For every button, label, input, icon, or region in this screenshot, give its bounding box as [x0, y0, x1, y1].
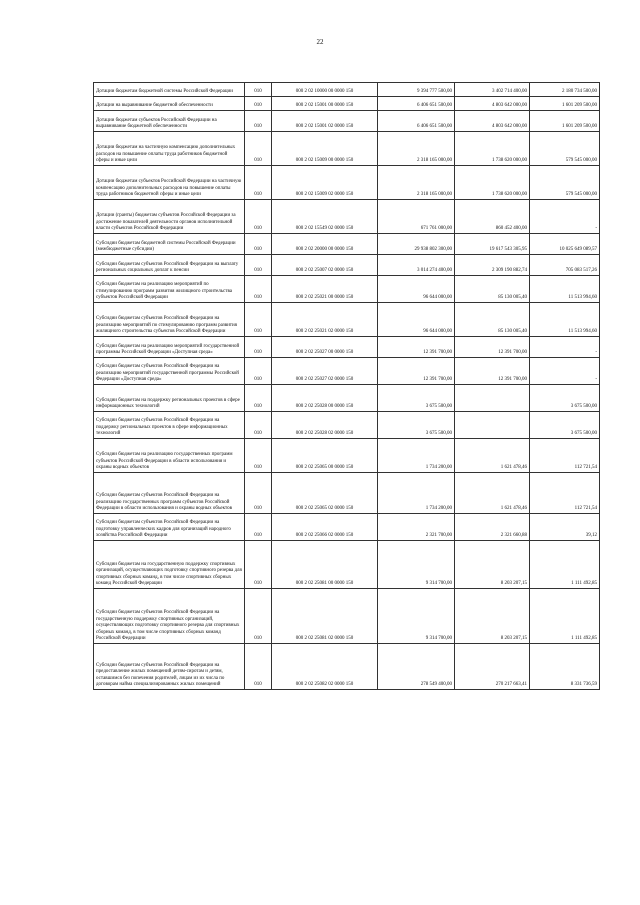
row-approved-amount-cell: 2 318 165 000,00: [378, 166, 455, 200]
row-remaining-amount-cell: 1 601 209 500,00: [530, 111, 600, 132]
row-remaining-amount-cell: 1 601 209 500,00: [530, 97, 600, 111]
row-executed-amount-cell: [455, 385, 530, 412]
row-admin-code-cell: 010: [245, 589, 272, 644]
row-budget-code-cell: 000 2 02 25021 02 0000 150: [272, 303, 378, 337]
row-admin-code-cell: 010: [245, 97, 272, 111]
row-approved-amount-cell: 1 734 200,00: [378, 439, 455, 473]
row-executed-amount-cell: 8 203 207,15: [455, 541, 530, 589]
row-approved-amount-cell: 9 314 700,00: [378, 589, 455, 644]
row-admin-code-cell: 010: [245, 644, 272, 690]
row-remaining-amount-cell: 579 545 000,00: [530, 166, 600, 200]
row-approved-amount-cell: 12 391 700,00: [378, 337, 455, 358]
row-budget-code-cell: 000 2 02 25021 00 0000 150: [272, 276, 378, 303]
row-approved-amount-cell: 9 314 700,00: [378, 541, 455, 589]
row-budget-code-cell: 000 2 02 15549 02 0000 150: [272, 200, 378, 234]
table-row: [94, 111, 600, 132]
row-budget-code-cell: 000 2 02 25082 02 0000 150: [272, 644, 378, 690]
row-name-cell: Субсидии бюджетам субъектов Российской Федерации на реализацию мероприятий государственной программы Российской Федерации «Доступная среда»: [94, 358, 245, 385]
row-approved-amount-cell: 96 644 000,00: [378, 276, 455, 303]
row-approved-amount-cell: 3 014 274 400,00: [378, 255, 455, 276]
row-approved-amount-cell: 1 734 200,00: [378, 473, 455, 514]
row-name-cell: Дотации (гранты) бюджетам субъектов Российской Федерации за достижение показателей деятельности органов исполнительной власти субъектов Российской Федерации: [94, 200, 245, 234]
row-executed-amount-cell: [455, 412, 530, 439]
row-admin-code-cell: 010: [245, 412, 272, 439]
budget-revenue-table: [93, 82, 600, 690]
row-name-cell: Субсидии бюджетам на реализацию мероприятий государственной программы Российской Федерации «Доступная среда»: [94, 337, 245, 358]
row-approved-amount-cell: 12 391 700,00: [378, 358, 455, 385]
row-executed-amount-cell: 4 803 642 000,00: [455, 97, 530, 111]
row-admin-code-cell: 010: [245, 358, 272, 385]
row-remaining-amount-cell: -: [530, 337, 600, 358]
row-approved-amount-cell: 29 938 802 300,00: [378, 234, 455, 255]
row-admin-code-cell: 010: [245, 439, 272, 473]
row-name-cell: Субсидии бюджетам субъектов Российской Федерации на выплату региональных социальных доплат к пенсии: [94, 255, 245, 276]
row-remaining-amount-cell: 11 513 994,60: [530, 276, 600, 303]
row-executed-amount-cell: 2 321 660,88: [455, 514, 530, 541]
row-budget-code-cell: 000 2 02 25066 02 0000 150: [272, 514, 378, 541]
table-row: [94, 234, 600, 255]
row-name-cell: Субсидии бюджетам на реализацию государственных программ субъектов Российской Федерации в области использования и охраны водных объектов: [94, 439, 245, 473]
row-name-cell: Дотации на выравнивание бюджетной обеспеченности: [94, 97, 245, 111]
row-budget-code-cell: 000 2 02 15001 00 0000 150: [272, 97, 378, 111]
row-name-cell: Субсидии бюджетам на поддержку региональных проектов в сфере информационных технологий: [94, 385, 245, 412]
row-budget-code-cell: 000 2 02 25028 00 0000 150: [272, 385, 378, 412]
row-approved-amount-cell: 6 406 651 500,00: [378, 97, 455, 111]
row-admin-code-cell: 010: [245, 514, 272, 541]
row-name-cell: Дотации бюджетам на частичную компенсацию дополнительных расходов на повышение оплаты труда работников бюджетной сферы и иные цели: [94, 132, 245, 166]
row-executed-amount-cell: 4 803 642 000,00: [455, 111, 530, 132]
row-admin-code-cell: 010: [245, 303, 272, 337]
table-row: [94, 473, 600, 514]
row-budget-code-cell: 000 2 02 25028 02 0000 150: [272, 412, 378, 439]
row-approved-amount-cell: 3 675 500,00: [378, 412, 455, 439]
row-approved-amount-cell: 96 644 000,00: [378, 303, 455, 337]
row-remaining-amount-cell: 8 331 736,59: [530, 644, 600, 690]
table-row: [94, 83, 600, 97]
table-row: [94, 97, 600, 111]
row-admin-code-cell: 010: [245, 200, 272, 234]
row-executed-amount-cell: 12 391 700,00: [455, 358, 530, 385]
row-remaining-amount-cell: 112 721,54: [530, 439, 600, 473]
table-row: [94, 200, 600, 234]
table-row: [94, 589, 600, 644]
row-executed-amount-cell: 1 738 620 000,00: [455, 132, 530, 166]
row-budget-code-cell: 000 2 02 25065 00 0000 150: [272, 439, 378, 473]
row-executed-amount-cell: 270 217 663,41: [455, 644, 530, 690]
table-row: [94, 385, 600, 412]
row-remaining-amount-cell: -: [530, 200, 600, 234]
row-executed-amount-cell: 85 130 005,40: [455, 303, 530, 337]
row-approved-amount-cell: 2 321 700,00: [378, 514, 455, 541]
row-name-cell: Субсидии бюджетам субъектов Российской Федерации на подготовку управленческих кадров для организаций народного хозяйства Российской Федерации: [94, 514, 245, 541]
row-admin-code-cell: 010: [245, 83, 272, 97]
row-admin-code-cell: 010: [245, 541, 272, 589]
row-remaining-amount-cell: -: [530, 358, 600, 385]
row-name-cell: Субсидии бюджетам субъектов Российской Федерации на поддержку региональных проектов в сфере информационных технологий: [94, 412, 245, 439]
row-approved-amount-cell: 278 549 400,00: [378, 644, 455, 690]
row-budget-code-cell: 000 2 02 25081 02 0000 150: [272, 589, 378, 644]
row-name-cell: Субсидии бюджетам субъектов Российской Федерации на государственную поддержку спортивных организаций, осуществляющих подготовку спортивного резерва для спортивных сборных команд, в том числе спортивных сборных команд Российской Федерации: [94, 589, 245, 644]
row-approved-amount-cell: 3 675 500,00: [378, 385, 455, 412]
table-row: [94, 644, 600, 690]
row-executed-amount-cell: 3 402 714 400,00: [455, 83, 530, 97]
table-row: [94, 276, 600, 303]
row-name-cell: Субсидии бюджетам на государственную поддержку спортивных организаций, осуществляющих подготовку спортивного резерва для спортивных сборных команд, в том числе спортивных сборных команд Российской Федерации: [94, 541, 245, 589]
row-remaining-amount-cell: 11 513 994,60: [530, 303, 600, 337]
row-admin-code-cell: 010: [245, 385, 272, 412]
row-name-cell: Субсидии бюджетам бюджетной системы Российской Федерации (межбюджетные субсидии): [94, 234, 245, 255]
row-admin-code-cell: 010: [245, 132, 272, 166]
row-approved-amount-cell: 9 394 777 500,00: [378, 83, 455, 97]
table-row: [94, 439, 600, 473]
row-executed-amount-cell: 1 621 478,46: [455, 473, 530, 514]
row-executed-amount-cell: 1 738 620 000,00: [455, 166, 530, 200]
row-remaining-amount-cell: 1 111 492,85: [530, 589, 600, 644]
row-budget-code-cell: 000 2 02 25065 02 0000 150: [272, 473, 378, 514]
row-executed-amount-cell: 85 130 005,40: [455, 276, 530, 303]
row-budget-code-cell: 000 2 02 15009 00 0000 150: [272, 132, 378, 166]
row-admin-code-cell: 010: [245, 166, 272, 200]
row-executed-amount-cell: 2 309 190 882,74: [455, 255, 530, 276]
row-remaining-amount-cell: 3 675 500,00: [530, 412, 600, 439]
row-approved-amount-cell: 2 318 165 000,00: [378, 132, 455, 166]
row-approved-amount-cell: 671 761 000,00: [378, 200, 455, 234]
row-budget-code-cell: 000 2 02 25027 00 0000 150: [272, 337, 378, 358]
table-row: [94, 166, 600, 200]
row-executed-amount-cell: 860 452 400,00: [455, 200, 530, 234]
row-admin-code-cell: 010: [245, 255, 272, 276]
row-executed-amount-cell: 8 203 207,15: [455, 589, 530, 644]
row-name-cell: Субсидии бюджетам субъектов Российской Федерации на реализацию мероприятий по стимулированию программ развития жилищного строительства субъектов Российской Федерации: [94, 303, 245, 337]
table-row: [94, 358, 600, 385]
table-row: [94, 337, 600, 358]
row-admin-code-cell: 010: [245, 111, 272, 132]
row-remaining-amount-cell: 39,12: [530, 514, 600, 541]
row-admin-code-cell: 010: [245, 473, 272, 514]
table-row: [94, 255, 600, 276]
table-row: [94, 303, 600, 337]
row-budget-code-cell: 000 2 02 20000 00 0000 150: [272, 234, 378, 255]
row-remaining-amount-cell: 2 180 734 500,00: [530, 83, 600, 97]
row-admin-code-cell: 010: [245, 337, 272, 358]
row-executed-amount-cell: 19 617 543 305,95: [455, 234, 530, 255]
row-budget-code-cell: 000 2 02 25027 02 0000 150: [272, 358, 378, 385]
row-remaining-amount-cell: 3 675 500,00: [530, 385, 600, 412]
table-row: [94, 541, 600, 589]
row-approved-amount-cell: 6 406 651 500,00: [378, 111, 455, 132]
row-admin-code-cell: 010: [245, 234, 272, 255]
row-name-cell: Дотации бюджетам субъектов Российской Федерации на выравнивание бюджетной обеспеченности: [94, 111, 245, 132]
row-remaining-amount-cell: 705 083 517,26: [530, 255, 600, 276]
row-name-cell: Субсидии бюджетам субъектов Российской Федерации на предоставление жилых помещений детям-сиротам и детям, оставшимся без попечения родителей, лицам из их числа по договорам найма специализированных жилых помещений: [94, 644, 245, 690]
row-name-cell: Субсидии бюджетам на реализацию мероприятий по стимулированию программ развития жилищного строительства субъектов Российской Федерации: [94, 276, 245, 303]
row-budget-code-cell: 000 2 02 15009 02 0000 150: [272, 166, 378, 200]
row-name-cell: Дотации бюджетам бюджетной системы Российской Федерации: [94, 83, 245, 97]
row-remaining-amount-cell: 1 111 492,85: [530, 541, 600, 589]
row-remaining-amount-cell: 579 545 000,00: [530, 132, 600, 166]
row-executed-amount-cell: 12 391 700,00: [455, 337, 530, 358]
table-body: [94, 83, 600, 690]
table-row: [94, 412, 600, 439]
page-number: 22: [316, 38, 324, 46]
row-budget-code-cell: 000 2 02 15001 02 0000 150: [272, 111, 378, 132]
row-admin-code-cell: 010: [245, 276, 272, 303]
row-budget-code-cell: 000 2 02 10000 00 0000 150: [272, 83, 378, 97]
table-row: [94, 132, 600, 166]
row-budget-code-cell: 000 2 02 25007 02 0000 150: [272, 255, 378, 276]
row-name-cell: Дотации бюджетам субъектов Российской Федерации на частичную компенсацию дополнительных расходов на повышение оплаты труда работников бюджетной сферы и иные цели: [94, 166, 245, 200]
table-row: [94, 514, 600, 541]
row-executed-amount-cell: 1 621 478,46: [455, 439, 530, 473]
row-name-cell: Субсидии бюджетам субъектов Российской Федерации на реализацию государственных программ субъектов Российской Федерации в области использования и охраны водных объектов: [94, 473, 245, 514]
row-budget-code-cell: 000 2 02 25081 00 0000 150: [272, 541, 378, 589]
row-remaining-amount-cell: 112 721,54: [530, 473, 600, 514]
row-remaining-amount-cell: 10 025 649 089,57: [530, 234, 600, 255]
